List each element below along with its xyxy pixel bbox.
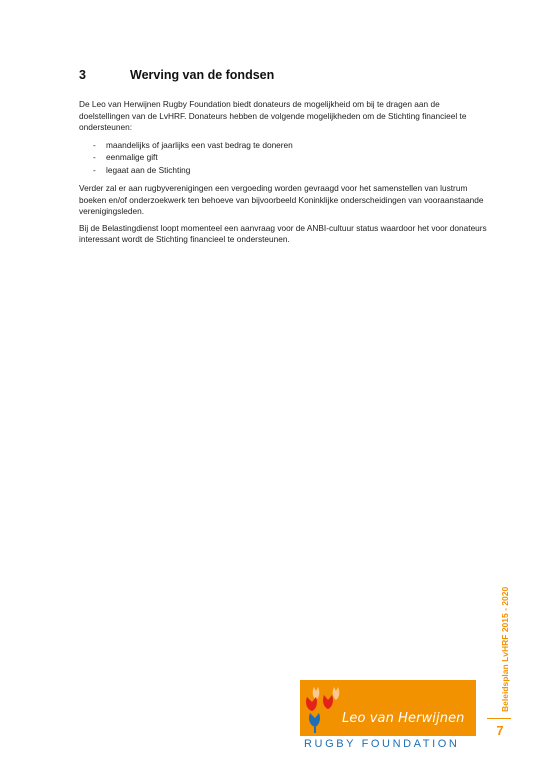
list-dash: - bbox=[93, 139, 96, 150]
section-title: Werving van de fondsen bbox=[130, 68, 275, 82]
page-number: 7 bbox=[496, 723, 504, 738]
footer-divider bbox=[487, 718, 511, 719]
logo-subtitle: RUGBY FOUNDATION bbox=[304, 738, 460, 750]
list-dash: - bbox=[93, 164, 96, 175]
list-item-text: eenmalige gift bbox=[106, 152, 158, 163]
intro-paragraph: De Leo van Herwijnen Rugby Foundation biedt donateurs de mogelijkheid om bij te dragen aan de doelstellingen van de LvHRF. Donateurs hebben de volgende mogelijkheden om de Stichting financieel te ondersteunen: bbox=[79, 99, 467, 133]
list-item bbox=[79, 164, 489, 176]
list-item-text: legaat aan de Stichting bbox=[106, 164, 191, 175]
list-item bbox=[79, 151, 489, 163]
footer-side-text: Beleidsplan LvHRF 2015 - 2020 bbox=[500, 586, 510, 712]
section-number: 3 bbox=[79, 68, 86, 82]
anbi-paragraph: Bij de Belastingdienst loopt momenteel een aanvraag voor de ANBI-cultuur status waardoor het voor donateurs interessant wordt de Stichting financieel te ondersteunen. bbox=[79, 222, 487, 245]
section-heading bbox=[79, 68, 274, 82]
foundation-logo bbox=[300, 680, 476, 753]
list-dash: - bbox=[93, 152, 96, 163]
list-item bbox=[79, 139, 489, 151]
donation-options-list bbox=[79, 139, 489, 176]
section-body bbox=[79, 99, 489, 251]
list-item-text: maandelijks of jaarlijks een vast bedrag te doneren bbox=[106, 139, 293, 150]
verenigingen-paragraph: Verder zal er aan rugbyverenigingen een vergoeding worden gevraagd voor het samenstellen van lustrum boeken en/of onderzoekwerk ten behoeve van bijvoorbeeld Koninklijke onderscheidingen van vooraanstaande verenigingsleden. bbox=[79, 183, 484, 217]
logo-name: Leo van Herwijnen bbox=[342, 711, 465, 726]
